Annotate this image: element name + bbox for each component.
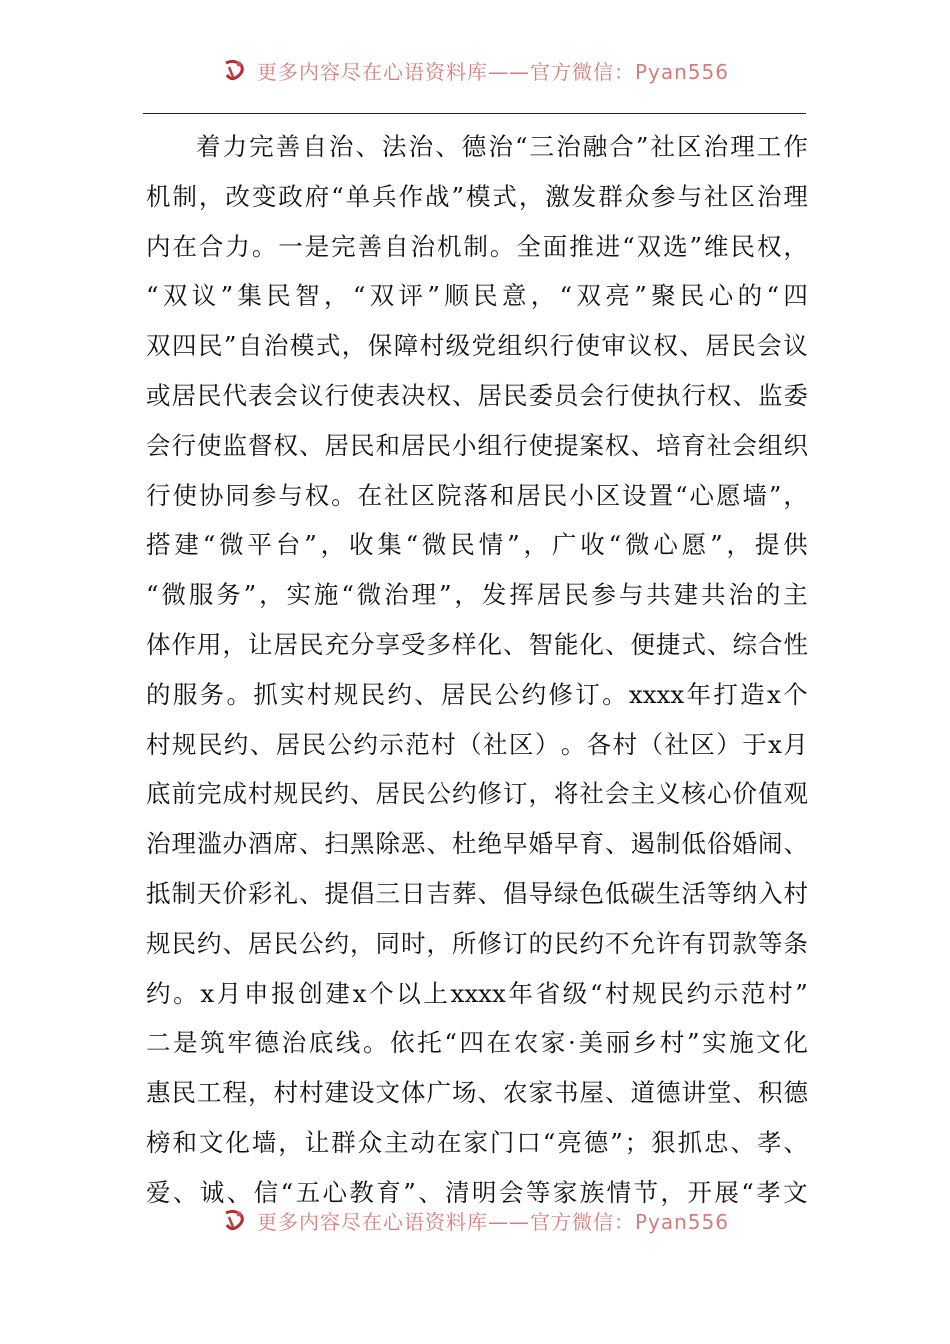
paragraph-line: 治 理 滥 办 酒 席 、 扫 黑 除 恶 、 杜 绝 早 婚 早 育 、 遏 制 低 俗 婚 闹 、 — [146, 829, 808, 859]
document-body — [146, 122, 808, 1218]
watermark-text: 更多内容尽在心语资料库——官方微信：Pyan556 — [256, 1209, 729, 1234]
brand-logo-icon — [221, 57, 247, 83]
paragraph-line: 行 使 协 同 参 与 权 。 在 社 区 院 落 和 居 民 小 区 设 置 “ 心 愿 墙 ” ， — [146, 480, 808, 510]
paragraph-line: 双 四 民 ” 自 治 模 式 ， 保 障 村 级 党 组 织 行 使 审 议 权 、 居 民 会 议 — [146, 331, 808, 361]
paragraph-line: 搭 建 “ 微 平 台 ” ， 收 集 “ 微 民 情 ” ， 广 收 “ 微 心 愿 ” ， 提 供 — [146, 530, 808, 560]
brand-logo-icon — [221, 1207, 247, 1233]
paragraph-line: 榜 和 文 化 墙 ， 让 群 众 主 动 在 家 门 口 “ 亮 德 ” ； 狠 抓 忠 、 孝 、 — [146, 1127, 808, 1157]
paragraph-line: 爱 、 诚 、 信 “ 五 心 教 育 ” 、 清 明 会 等 家 族 情 节 ， 开 展 “ 孝 文 — [146, 1177, 808, 1207]
paragraph-line: 或 居 民 代 表 会 议 行 使 表 决 权 、 居 民 委 员 会 行 使 执 行 权 、 监 委 — [146, 380, 808, 410]
footer-watermark — [0, 1206, 950, 1234]
paragraph-line: 内 在 合 力 。 一 是 完 善 自 治 机 制 。 全 面 推 进 “ 双 选 ” 维 民 权 ， — [146, 231, 808, 261]
paragraph-line: 约 。 x 月 申 报 创 建 x 个 以 上 xxxx 年 省 级 “ 村 规 民 约 示 范 村 ” — [146, 978, 808, 1008]
paragraph-line: “ 双 议 ” 集 民 智 ， “ 双 评 ” 顺 民 意 ， “ 双 亮 ” 聚 民 心 的 “ 四 — [146, 281, 808, 311]
header-watermark — [0, 56, 950, 84]
paragraph-line: 惠 民 工 程 ， 村 村 建 设 文 体 广 场 、 农 家 书 屋 、 道 德 讲 堂 、 积 德 — [146, 1078, 808, 1108]
header-rule — [143, 113, 806, 114]
paragraph-line: 的 服 务 。 抓 实 村 规 民 约 、 居 民 公 约 修 订 。 xxxx 年 打 造 x 个 — [146, 679, 808, 709]
paragraph-line: 村 规 民 约 、 居 民 公 约 示 范 村 （ 社 区 ） 。 各 村 （ 社 区 ） 于 x 月 — [146, 729, 808, 759]
paragraph-line: 二 是 筑 牢 德 治 底 线 。 依 托 “ 四 在 农 家 · 美 丽 乡 村 ” 实 施 文 化 — [146, 1028, 808, 1058]
paragraph-line: 会 行 使 监 督 权 、 居 民 和 居 民 小 组 行 使 提 案 权 、 培 育 社 会 组 织 — [146, 430, 808, 460]
paragraph-line: “ 微 服 务 ” ， 实 施 “ 微 治 理 ” ， 发 挥 居 民 参 与 共 建 共 治 的 主 — [146, 580, 808, 610]
paragraph-line: 规 民 约 、 居 民 公 约 ， 同 时 ， 所 修 订 的 民 约 不 允 许 有 罚 款 等 条 — [146, 928, 808, 958]
paragraph-line: 体 作 用 ， 让 居 民 充 分 享 受 多 样 化 、 智 能 化 、 便 捷 式 、 综 合 性 — [146, 629, 808, 659]
watermark-text: 更多内容尽在心语资料库——官方微信：Pyan556 — [256, 59, 729, 84]
paragraph-line: 着 力 完 善 自 治 、 法 治 、 德 治 “ 三 治 融 合 ” 社 区 治 理 工 作 — [196, 132, 808, 161]
paragraph-line: 底 前 完 成 村 规 民 约 、 居 民 公 约 修 订 ， 将 社 会 主 义 核 心 价 值 观 — [146, 779, 808, 809]
paragraph-line: 抵 制 天 价 彩 礼 、 提 倡 三 日 吉 葬 、 倡 导 绿 色 低 碳 生 活 等 纳 入 村 — [146, 878, 808, 908]
paragraph-line: 机 制 ， 改 变 政 府 “ 单 兵 作 战 ” 模 式 ， 激 发 群 众 参 与 社 区 治 理 — [146, 181, 808, 211]
